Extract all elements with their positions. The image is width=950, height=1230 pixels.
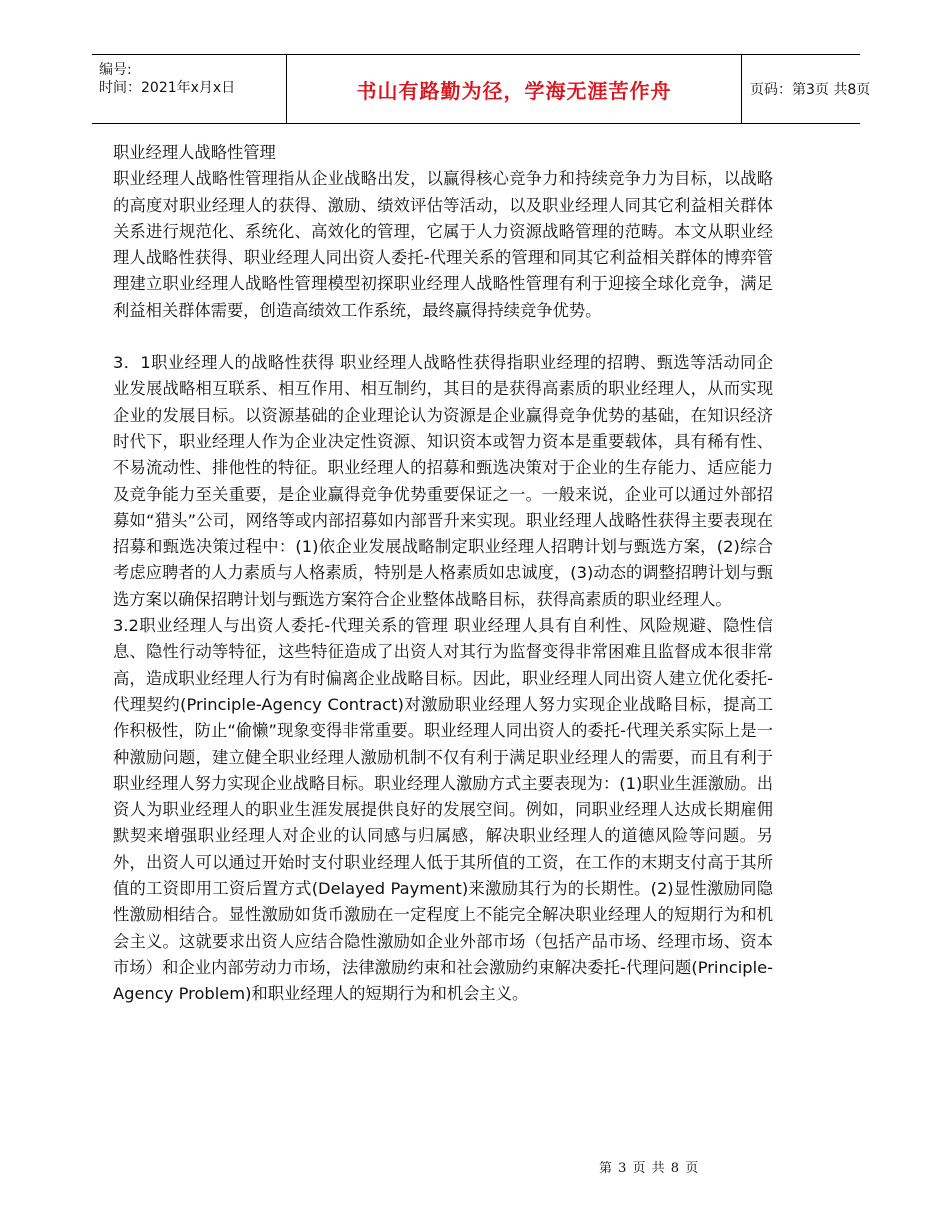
page-footer: 第 3 页 共 8 页 [599,1161,700,1176]
paragraph-spacer [113,324,773,350]
paragraph-strategic-acquisition: 3．1职业经理人的战略性获得 职业经理人战略性获得指职业经理的招聘、甄选等活动同企业发展战略相互联系、相互作用、相互制约，其目的是获得高素质的职业经理人，从而实现企业的发展目标。以资源基础的企业理论认为资源是企业赢得竞争优势的基础，在知识经济时代下，职业经理人作为企业决定性资源、知识资本或智力资本是重要载体，具有稀有性、不易流动性、排他性的特征。职业经理人的招募和甄选决策对于企业的生存能力、适应能力及竞争能力至关重要，是企业赢得竞争优势重要保证之一。一般来说，企业可以通过外部招募如“猎头”公司，网络等或内部招募如内部晋升来实现。职业经理人战略性获得主要表现在招募和甄选决策过程中：(1)依企业发展战略制定职业经理人招聘计划与甄选方案，(2)综合考虑应聘者的人力素质与人格素质，特别是人格素质如忠诚度，(3)动态的调整招聘计划与甄选方案以确保招聘计划与甄选方案符合企业整体战略目标，获得高素质的职业经理人。 [113,353,773,609]
document-number-label: 编号: [99,62,132,78]
document-body [113,140,773,1008]
header-meta [92,55,286,123]
section-title: 职业经理人战略性管理 [113,143,276,162]
header-motto: 书山有路勤为径，学海无涯苦作舟 [286,55,742,123]
page-header [92,54,871,124]
header-page-label: 页码：第3页 共8页 [750,82,871,98]
document-time-label: 时间：2021年x月x日 [99,80,236,96]
paragraph-principal-agent: 3.2职业经理人与出资人委托-代理关系的管理 职业经理人具有自利性、风险规避、隐性信息、隐性行动等特征，这些特征造成了出资人对其行为监督变得非常困难且监督成本很非常高，造成职业经理人行为有时偏离企业战略目标。因此，职业经理人同出资人建立优化委托-代理契约(Principle-Agency Contract)对激励职业经理人努力实现企业战略目标，提高工作积极性，防止“偷懒”现象变得非常重要。职业经理人同出资人的委托-代理关系实际上是一种激励问题，建立健全职业经理人激励机制不仅有利于满足职业经理人的需要，而且有利于职业经理人努力实现企业战略目标。职业经理人激励方式主要表现为：(1)职业生涯激励。出资人为职业经理人的职业生涯发展提供良好的发展空间。例如，同职业经理人达成长期雇佣默契来增强职业经理人对企业的认同感与归属感，解决职业经理人的道德风险等问题。另外，出资人可以通过开始时支付职业经理人低于其所值的工资，在工作的末期支付高于其所值的工资即用工资后置方式(Delayed Payment)来激励其行为的长期性。(2)显性激励同隐性激励相结合。显性激励如货币激励在一定程度上不能完全解决职业经理人的短期行为和机会主义。这就要求出资人应结合隐性激励如企业外部市场（包括产品市场、经理市场、资本市场）和企业内部劳动力市场，法律激励约束和社会激励约束解决委托-代理问题(Principle-Agency Problem)和职业经理人的短期行为和机会主义。 [113,616,773,1004]
paragraph-intro: 职业经理人战略性管理指从企业战略出发，以赢得核心竞争力和持续竞争力为目标，以战略的高度对职业经理人的获得、激励、绩效评估等活动，以及职业经理人同其它利益相关群体关系进行规范化、系统化、高效化的管理，它属于人力资源战略管理的范畴。本文从职业经理人战略性获得、职业经理人同出资人委托-代理关系的管理和同其它利益相关群体的博弈管理建立职业经理人战略性管理模型初探职业经理人战略性管理有利于迎接全球化竞争，满足利益相关群体需要，创造高绩效工作系统，最终赢得持续竞争优势。 [113,169,773,320]
